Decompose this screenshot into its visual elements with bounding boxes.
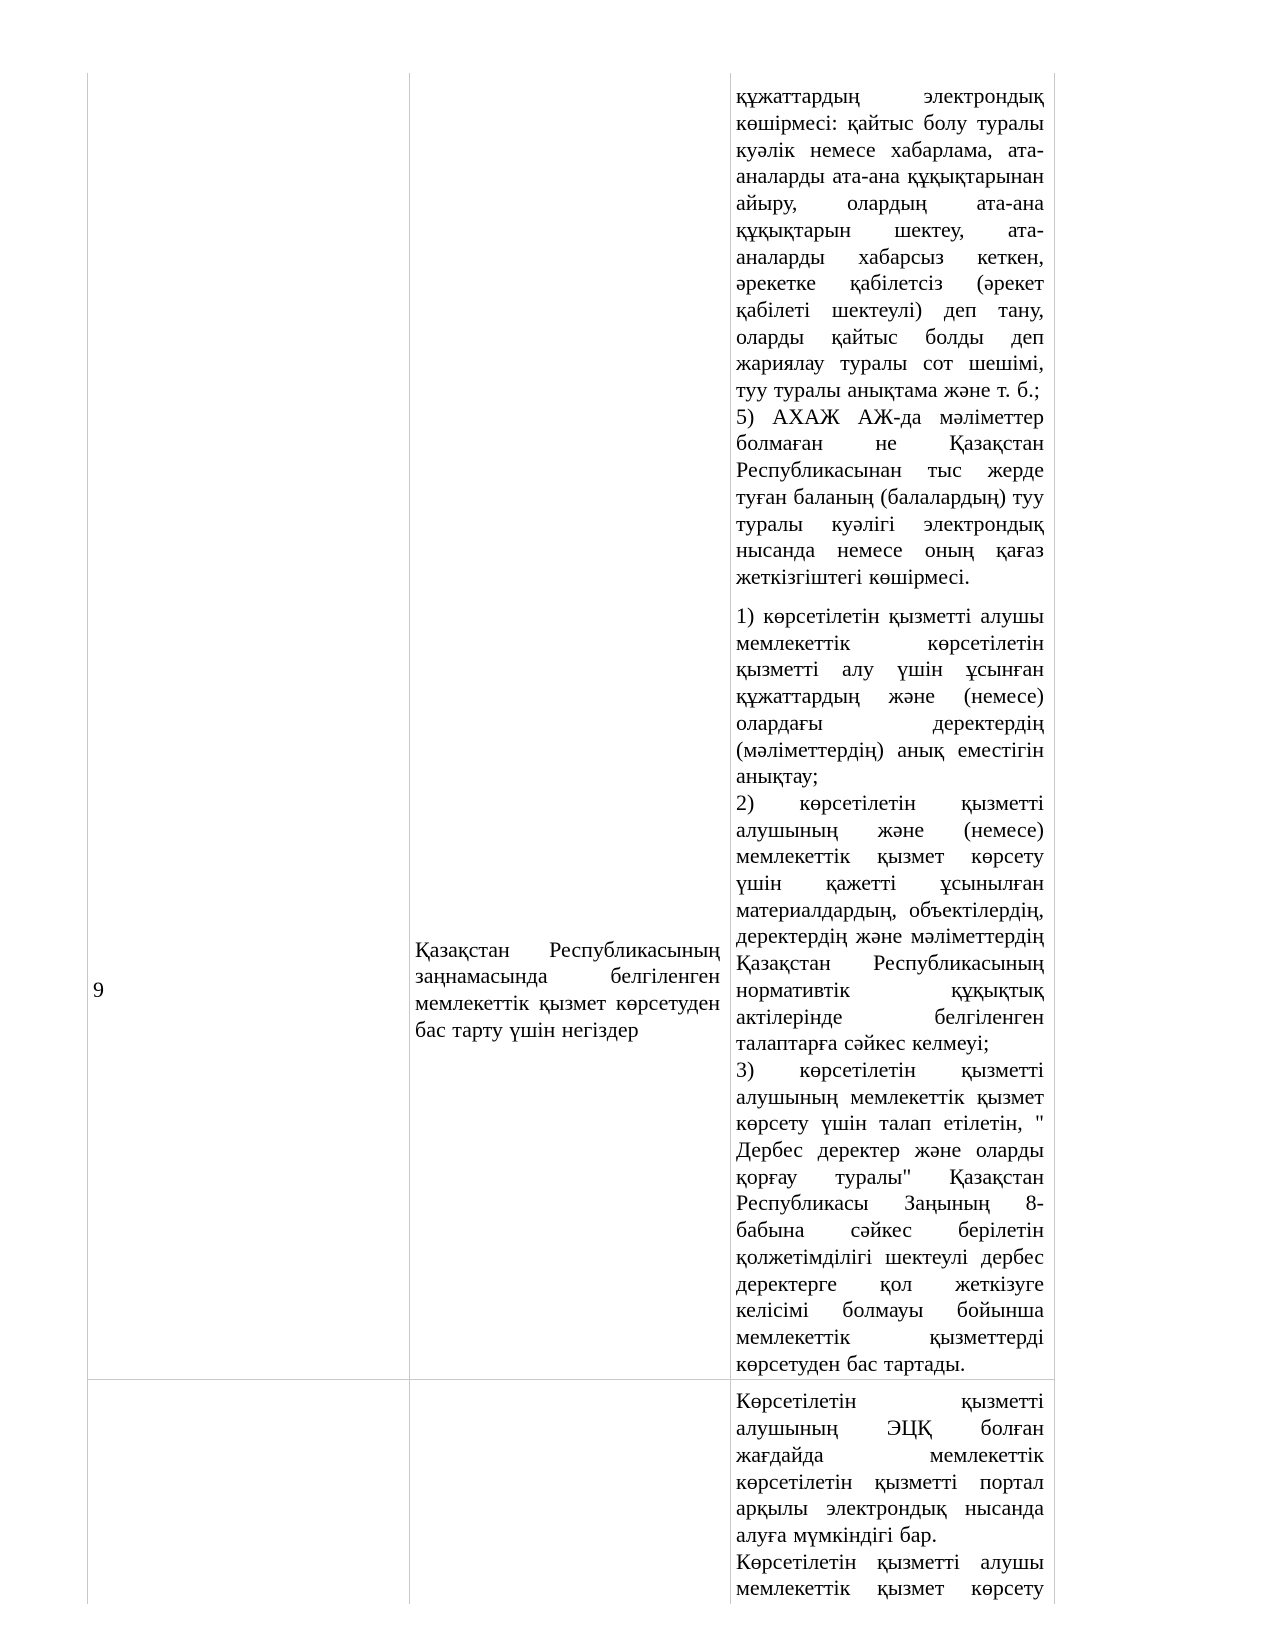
row-number-cell [88, 601, 410, 1380]
paragraph: Көрсетілетін қызметті алушының ЭЦҚ болған жағдайда мемлекеттік көрсетілетін қызметті портал арқылы электрондық нысанда алуға мүмкіндігі бар. [736, 1388, 1044, 1547]
criterion-name-cell [410, 1380, 731, 1604]
paragraph: 1) көрсетілетін қызметті алушы мемлекеттік көрсетілетін қызметті алу үшін ұсынған құжаттардың және (немесе) олардағы деректердің (мәліметтердің) анық еместігін анықтау; [736, 603, 1044, 789]
criterion-content-cell [731, 601, 1055, 1380]
criterion-content-cell [731, 73, 1055, 601]
criterion-content-cell [731, 1380, 1055, 1604]
paragraph: 3) көрсетілетін қызметті алушының мемлекеттік қызмет көрсету үшін талап етілетін, " Дербес деректер және оларды қорғау туралы" Қазақстан Республикасы Заңының 8-бабына сәйкес берілетін қолжетімділігі шектеулі дербес деректерге қол жеткізуге келісімі болмауы бойынша мемлекеттік қызметтерді көрсетуден бас тартады. [736, 1056, 1044, 1376]
criterion-text: Қазақстан Республикасының заңнамасында белгіленген мемлекеттік қызмет көрсетуден бас тарту үшін негіздер [415, 936, 720, 1042]
row-number-cell [88, 1380, 410, 1604]
paragraph: 5) АХАЖ АЖ-да мәліметтер болмаған не Қазақстан Республикасынан тыс жерде туған баланың (балалардың) туу туралы куәлігі электрондық нысанда немесе оның қағаз жеткізгіштегі көшірмесі. [736, 403, 1044, 589]
paragraph: құжаттардың электрондық көшірмесі: қайтыс болу туралы куәлік немесе хабарлама, ата-аналарды ата-ана құқықтарынан айыру, олардың ата-ана құқықтарын шектеу, ата-аналарды хабарсыз кеткен, әрекетке қабілетсіз (әрекет қабілеті шектеулі) деп тану, оларды қайтыс болды деп жариялау туралы сот шешімі, туу туралы анықтама және т. б.; [736, 83, 1044, 403]
service-standard-table [87, 73, 1055, 1604]
row-number: 9 [93, 976, 104, 1002]
criterion-name-cell [410, 73, 731, 601]
paragraph: 2) көрсетілетін қызметті алушының және (немесе) мемлекеттік қызмет көрсету үшін қажетті ұсынылған материалдардың, объектілердің, деректердің және мәліметтердің Қазақстан Республикасының нормативтік құқықтық актілерінде белгіленген талаптарға сәйкес келмеуі; [736, 789, 1044, 1056]
row-number-cell [88, 73, 410, 601]
table-row [88, 1380, 1055, 1604]
table-row [88, 601, 1055, 1380]
criterion-name-cell [410, 601, 731, 1380]
table-row [88, 73, 1055, 601]
paragraph-cut-by-page-break: Көрсетілетін қызметті алушы мемлекеттік қызмет көрсету [736, 1548, 1044, 1601]
